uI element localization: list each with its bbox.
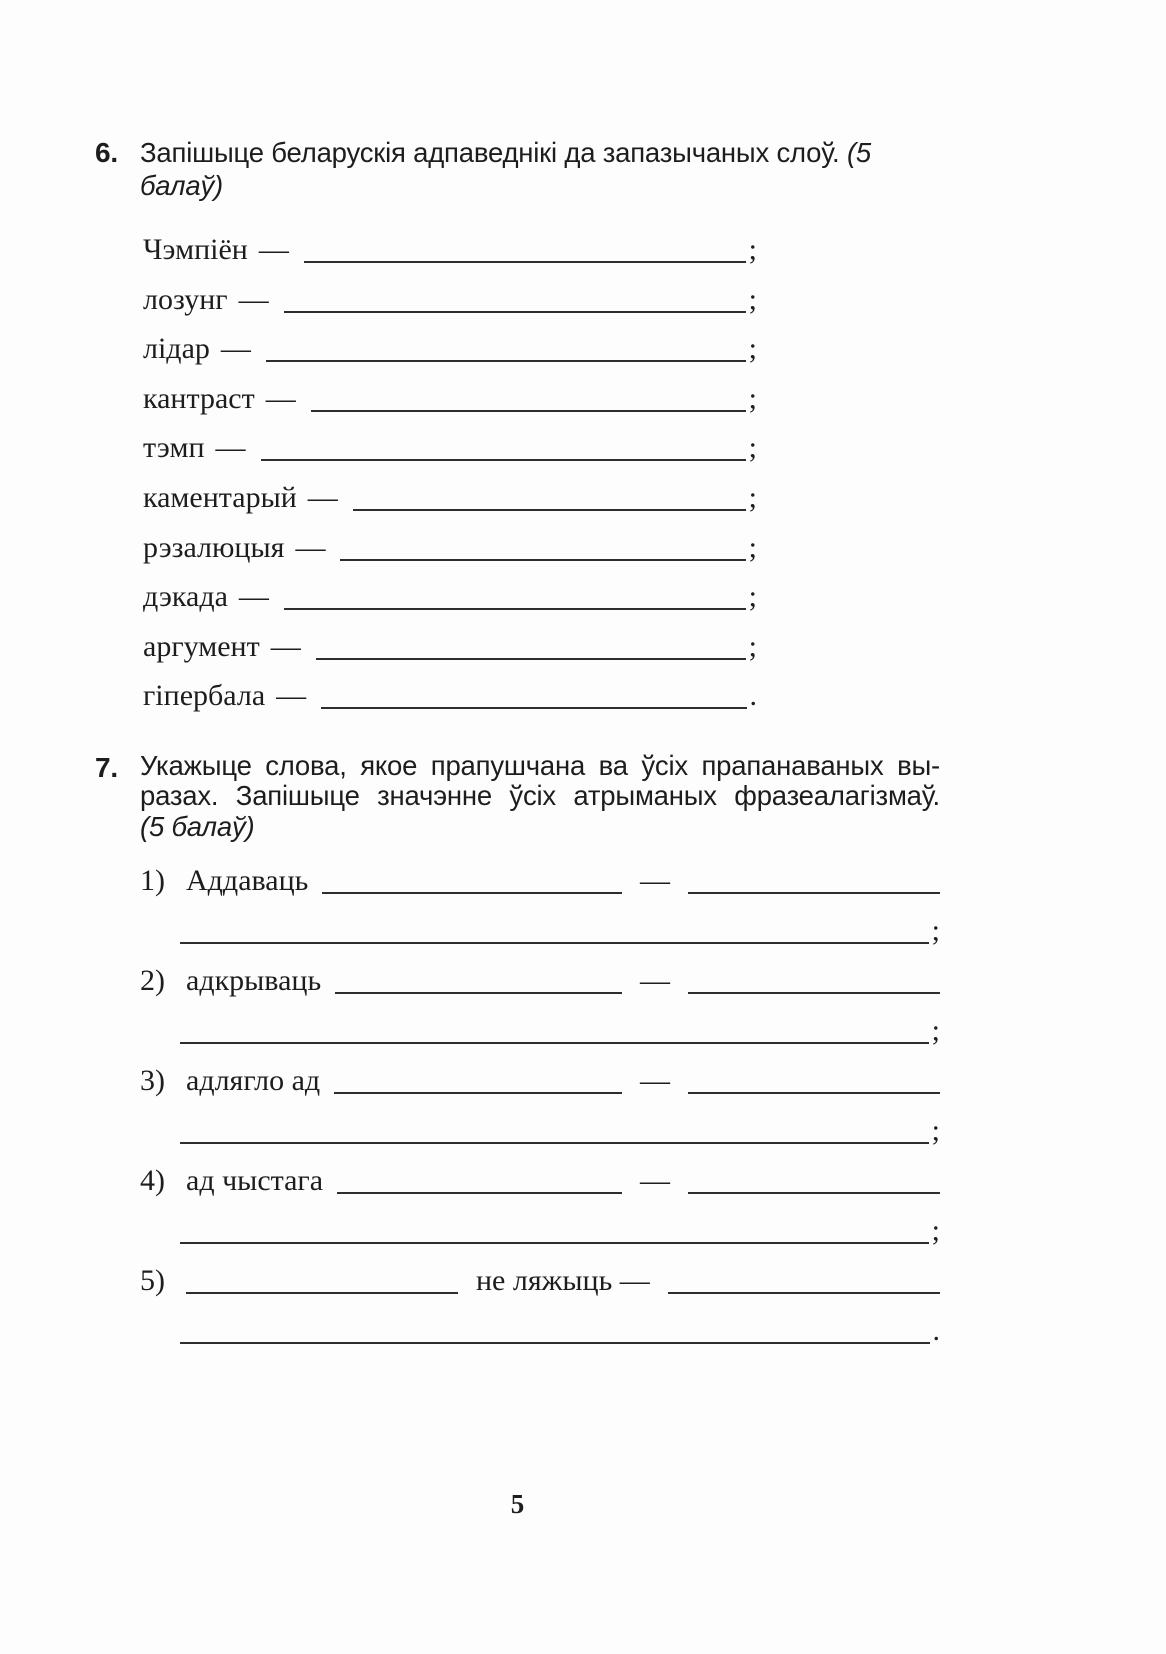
- phrase-item-row: [140, 956, 940, 1006]
- phrase-item-row: [140, 856, 940, 906]
- vocab-word: кантраст: [143, 381, 255, 415]
- item-number: 1): [140, 864, 165, 898]
- answer-blank: [180, 942, 929, 944]
- em-dash: —: [215, 431, 246, 465]
- vocab-word: Чэмпіён: [143, 233, 248, 266]
- exercise-instruction: [140, 751, 940, 843]
- phrase-item-row: [140, 1156, 940, 1206]
- vocab-item-row: [143, 423, 757, 473]
- item-punctuation: .: [749, 679, 757, 713]
- vocab-word: гіпербала: [143, 679, 266, 713]
- vocab-item-row: [143, 324, 757, 374]
- item-punctuation: ;: [748, 381, 757, 415]
- em-dash: —: [265, 381, 296, 415]
- instruction-line: разах. Запішыце значэнне ўсіх атрыманых фразеалагізмаў.: [140, 780, 940, 812]
- item-punctuation: ;: [748, 431, 757, 465]
- vocab-item-row: [143, 572, 757, 622]
- item-punctuation: ;: [748, 282, 757, 316]
- answer-blank: [688, 1192, 940, 1194]
- item-punctuation: ;: [931, 1214, 940, 1248]
- answer-line-row: [180, 1206, 940, 1256]
- vocab-item-row: [143, 225, 757, 275]
- answer-blank: [180, 1042, 929, 1044]
- item-punctuation: ;: [748, 332, 757, 366]
- points-label: (5 балаў): [140, 137, 872, 201]
- answer-line-row: [180, 1106, 940, 1156]
- phrase-item-row: [140, 1256, 940, 1306]
- vocab-item-row: [143, 671, 757, 721]
- phrase-text: адкрываць: [186, 964, 322, 998]
- em-dash: —: [276, 679, 307, 713]
- answer-blank: [180, 1342, 930, 1344]
- item-number: 2): [140, 964, 165, 998]
- answer-blank: [334, 1092, 622, 1094]
- vocab-item-row: [143, 622, 757, 672]
- phrase-text: адлягло ад: [186, 1064, 321, 1098]
- item-punctuation: ;: [748, 629, 757, 663]
- answer-blank: [180, 1142, 929, 1144]
- em-dash: —: [238, 580, 269, 614]
- em-dash: —: [220, 332, 251, 366]
- answer-blank: [261, 459, 746, 461]
- phrase-text: не ляжыць —: [476, 1264, 650, 1298]
- em-dash: —: [307, 480, 338, 514]
- item-number: 4): [140, 1164, 165, 1198]
- answer-blank: [335, 992, 622, 994]
- answer-blank: [186, 1292, 458, 1294]
- phrase-item-row: [140, 1056, 940, 1106]
- exercise-number: 6.: [95, 137, 118, 168]
- instruction-line: Укажыце слова, якое прапушчана ва ўсіх прапанаваных вы-: [140, 749, 940, 781]
- answer-blank: [284, 608, 746, 610]
- answer-blank: [304, 261, 746, 263]
- vocab-item-row: [143, 473, 757, 523]
- vocab-item-row: [143, 275, 757, 325]
- answer-blank: [340, 559, 745, 561]
- exercise-6-heading: [95, 136, 940, 202]
- answer-blank: [322, 892, 622, 894]
- exercise-instruction: [140, 136, 940, 202]
- answer-blank: [321, 707, 746, 709]
- em-dash: —: [270, 629, 301, 663]
- em-dash: —: [640, 1064, 670, 1098]
- answer-blank: [688, 992, 940, 994]
- page-number: 5: [510, 1489, 525, 1519]
- em-dash: —: [640, 964, 670, 998]
- item-number: 5): [140, 1264, 165, 1298]
- phrase-text: ад чыстага: [186, 1164, 324, 1198]
- phrase-items: [140, 856, 940, 1356]
- em-dash: —: [258, 233, 289, 266]
- vocab-word: лідар: [143, 332, 210, 366]
- answer-blank: [180, 1242, 929, 1244]
- exercise-7-heading: [95, 751, 940, 843]
- answer-blank: [688, 1092, 940, 1094]
- item-punctuation: ;: [931, 914, 940, 948]
- em-dash: —: [640, 864, 670, 898]
- item-punctuation: ;: [748, 480, 757, 514]
- answer-blank: [311, 410, 746, 412]
- vocab-word: тэмп: [143, 431, 205, 465]
- vocab-word: лозунг: [143, 282, 228, 316]
- item-punctuation: .: [932, 1314, 940, 1348]
- em-dash: —: [295, 530, 326, 564]
- phrase-text: Аддаваць: [186, 864, 309, 898]
- answer-blank: [266, 360, 746, 362]
- answer-blank: [688, 892, 940, 894]
- instruction-text: Запішыце беларускія адпаведнікі да запазычаных слоў.: [140, 137, 840, 168]
- answer-line-row: [180, 1006, 940, 1056]
- answer-blank: [284, 311, 746, 313]
- vocab-word: дэкада: [143, 580, 228, 614]
- points-label: (5 балаў): [140, 810, 255, 842]
- item-punctuation: ;: [748, 233, 757, 266]
- vocab-item-row: [143, 374, 757, 424]
- answer-line-row: [180, 906, 940, 956]
- exercise-6: [95, 136, 940, 721]
- answer-line-row: [180, 1306, 940, 1356]
- item-punctuation: ;: [931, 1114, 940, 1148]
- vocab-item-row: [143, 523, 757, 573]
- answer-blank: [353, 509, 746, 511]
- answer-blank: [316, 658, 746, 660]
- answer-blank: [668, 1292, 940, 1294]
- em-dash: —: [640, 1164, 670, 1198]
- item-punctuation: ;: [748, 530, 757, 564]
- exercise-7: [95, 751, 940, 1357]
- exercise-number: 7.: [95, 751, 118, 783]
- item-punctuation: ;: [931, 1014, 940, 1048]
- em-dash: —: [238, 282, 269, 316]
- vocab-list: [143, 225, 757, 721]
- answer-blank: [337, 1192, 622, 1194]
- item-punctuation: ;: [748, 580, 757, 614]
- vocab-word: аргумент: [143, 629, 260, 663]
- vocab-word: рэзалюцыя: [143, 530, 285, 564]
- item-number: 3): [140, 1064, 165, 1098]
- vocab-word: каментарый: [143, 480, 297, 514]
